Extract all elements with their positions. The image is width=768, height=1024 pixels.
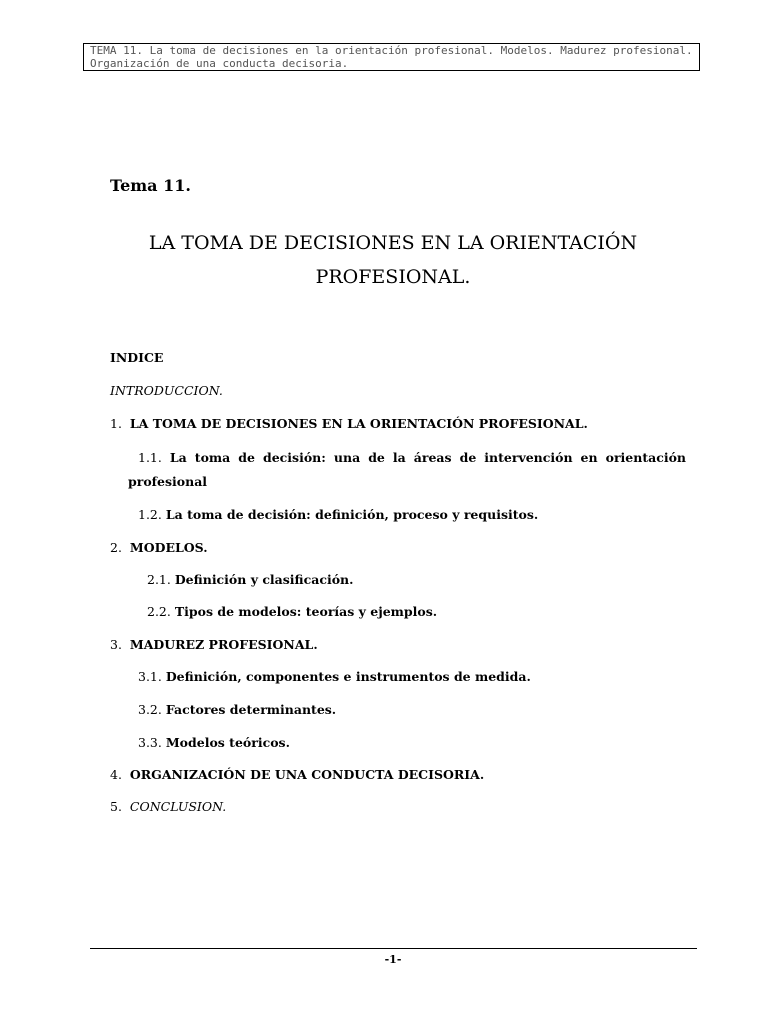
toc-section-2 xyxy=(110,540,208,556)
toc-label: LA TOMA DE DECISIONES EN LA ORIENTACIÓN PROFESIONAL. xyxy=(129,416,588,431)
running-header-line-2: Organización de una conducta decisoria. xyxy=(90,57,349,70)
toc-number: 3.2. xyxy=(138,702,162,717)
running-header xyxy=(83,43,700,71)
toc-number: 1. xyxy=(110,416,122,431)
toc-label: La toma de decisión: una de la áreas de intervención en orientación xyxy=(169,450,686,465)
document-title-line-1: LA TOMA DE DECISIONES EN LA ORIENTACIÓN xyxy=(148,232,638,254)
toc-number: 2. xyxy=(110,540,122,555)
toc-number: 2.2. xyxy=(147,604,171,619)
toc-section-3-1 xyxy=(138,669,531,685)
toc-label: CONCLUSION. xyxy=(129,799,227,814)
toc-label: ORGANIZACIÓN DE UNA CONDUCTA DECISORIA. xyxy=(129,767,485,782)
toc-section-2-1 xyxy=(147,572,354,588)
toc-section-1-2 xyxy=(138,507,538,523)
toc-number: 3.1. xyxy=(138,669,162,684)
toc-label: MODELOS. xyxy=(129,540,208,555)
toc-number: 5. xyxy=(110,799,122,814)
toc-section-5 xyxy=(110,799,226,815)
toc-number: 2.1. xyxy=(147,572,171,587)
footer-divider xyxy=(90,948,697,949)
document-title-line-2: PROFESIONAL. xyxy=(315,266,471,288)
tema-label: Tema 11. xyxy=(110,176,191,195)
toc-number: 4. xyxy=(110,767,122,782)
toc-section-1 xyxy=(110,416,588,432)
toc-section-3-3 xyxy=(138,735,290,751)
toc-label: Modelos teóricos. xyxy=(165,735,290,750)
toc-section-1-1-continued: profesional xyxy=(128,474,208,489)
toc-number: 1.2. xyxy=(138,507,162,522)
toc-label: La toma de decisión: definición, proceso y requisitos. xyxy=(165,507,539,522)
document-title xyxy=(100,226,686,294)
toc-section-4 xyxy=(110,767,484,783)
toc-number: 3.3. xyxy=(138,735,162,750)
toc-section-3 xyxy=(110,637,318,653)
toc-number: 1.1. xyxy=(138,450,162,465)
toc-number: 3. xyxy=(110,637,122,652)
toc-section-3-2 xyxy=(138,702,336,718)
toc-section-1-1 xyxy=(138,450,686,466)
toc-introduction: INTRODUCCION. xyxy=(110,383,223,398)
running-header-line-1: TEMA 11. La toma de decisiones en la orientación profesional. Modelos. Madurez profesional. xyxy=(90,44,693,57)
page-number: -1- xyxy=(384,953,402,966)
index-heading: INDICE xyxy=(110,350,164,365)
toc-label: MADUREZ PROFESIONAL. xyxy=(129,637,318,652)
toc-label: Definición y clasificación. xyxy=(174,572,354,587)
toc-section-2-2 xyxy=(147,604,437,620)
toc-label: Tipos de modelos: teorías y ejemplos. xyxy=(174,604,438,619)
toc-label: Definición, componentes e instrumentos de medida. xyxy=(165,669,531,684)
toc-label: Factores determinantes. xyxy=(165,702,337,717)
